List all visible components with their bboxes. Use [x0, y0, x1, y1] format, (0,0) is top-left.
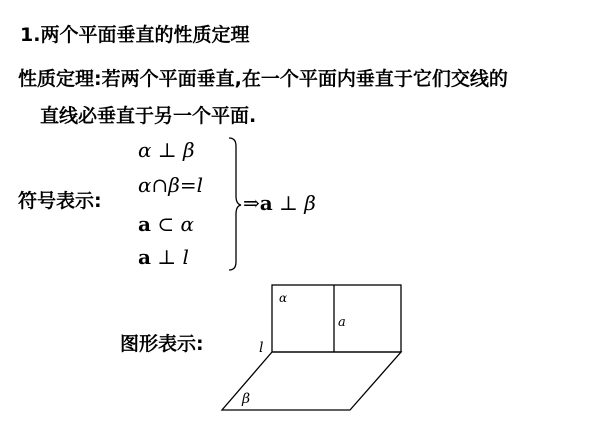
condition-3-a: a	[138, 212, 151, 236]
conclusion-beta: β	[304, 191, 316, 215]
theorem-line-1: 性质定理:若两个平面垂直,在一个平面内垂直于它们交线的	[18, 68, 508, 90]
symbol-label: 符号表示:	[18, 190, 102, 212]
figure-label: 图形表示:	[120, 333, 204, 355]
condition-2-l: l	[196, 173, 204, 197]
conclusion-a: a	[259, 191, 273, 215]
condition-2-equals: =	[179, 173, 197, 197]
implies-arrow: ⇒	[243, 191, 260, 215]
condition-3-alpha: α	[180, 212, 194, 236]
plane-alpha	[272, 285, 401, 352]
theorem-line-2: 直线必垂直于另一个平面.	[40, 105, 257, 127]
condition-1-beta: β	[183, 138, 195, 162]
condition-2-operator: ∩	[151, 173, 169, 197]
condition-2-alpha: α	[138, 173, 152, 197]
right-brace	[229, 138, 241, 270]
condition-2-beta: β	[168, 173, 180, 197]
condition-3-operator: ⊂	[157, 212, 175, 236]
label-l: l	[259, 340, 264, 356]
conclusion-operator: ⊥	[279, 191, 298, 215]
condition-4-a: a	[138, 245, 151, 269]
condition-4-operator: ⊥	[157, 245, 177, 269]
condition-1-alpha: α	[138, 138, 152, 162]
condition-1-operator: ⊥	[157, 138, 177, 162]
label-alpha: α	[279, 291, 288, 305]
label-a: a	[338, 315, 346, 330]
section-heading: 1.两个平面垂直的性质定理	[20, 24, 250, 46]
label-beta: β	[242, 391, 251, 407]
condition-4-l: l	[182, 245, 189, 269]
